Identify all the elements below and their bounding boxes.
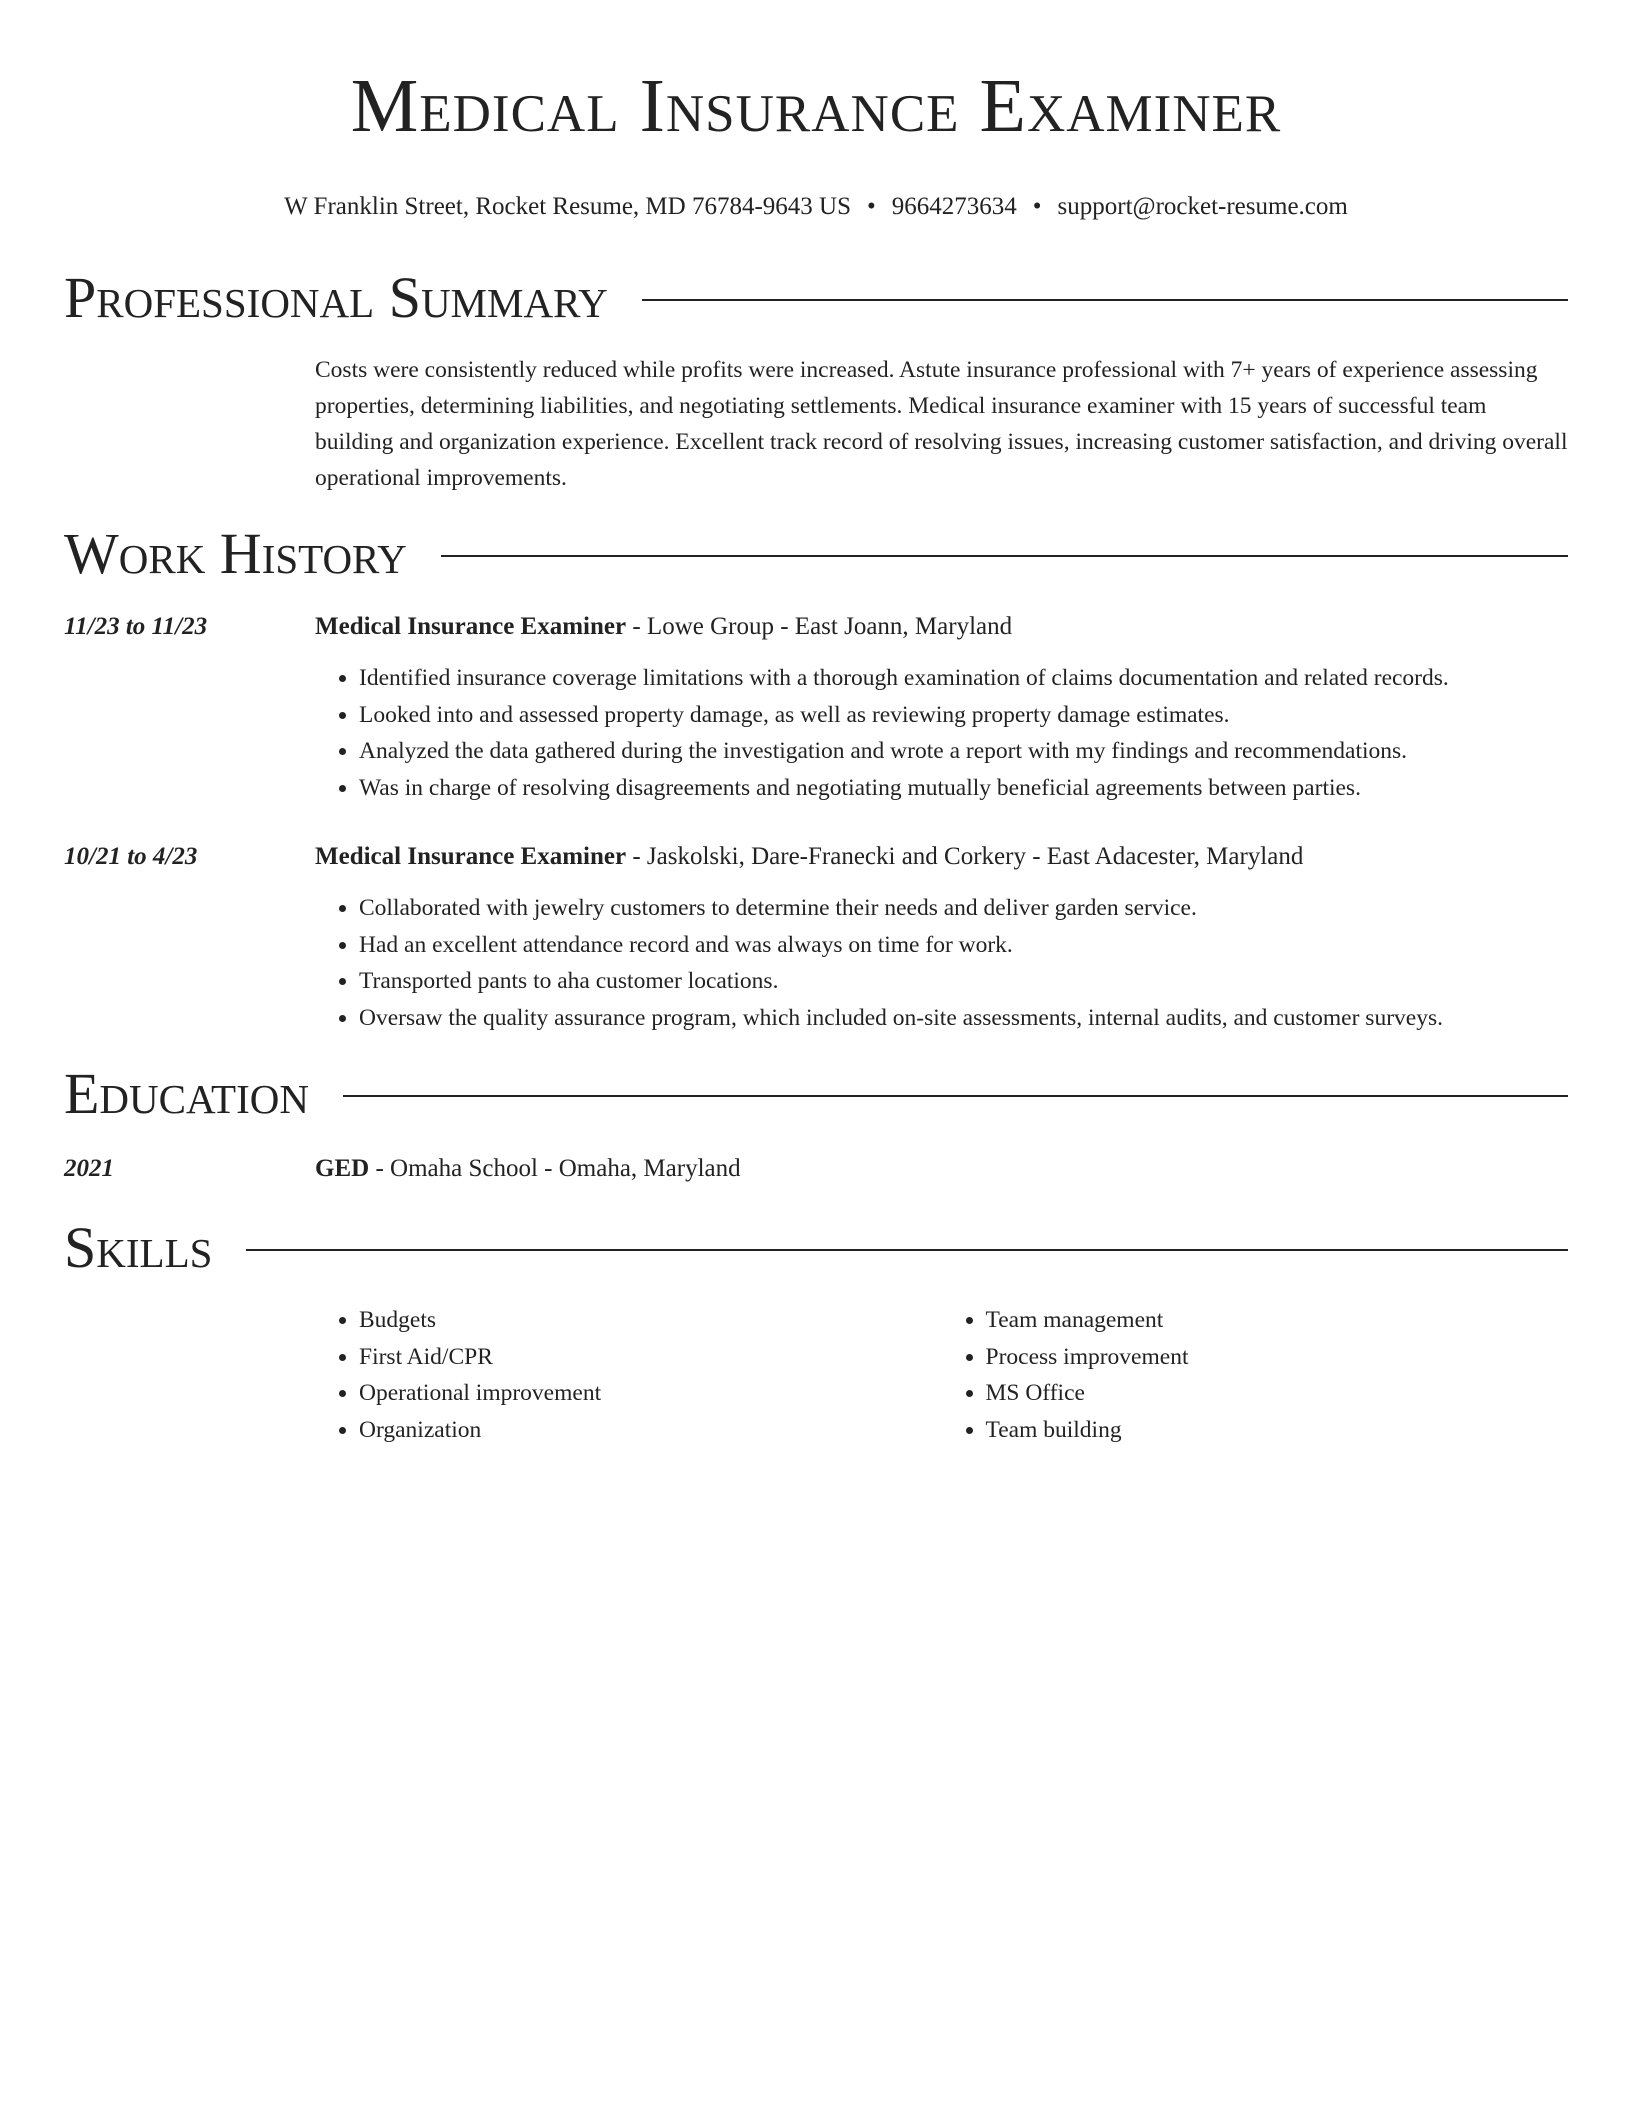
job-entry [64, 840, 1568, 1036]
education-entry [64, 1152, 1568, 1186]
education-heading: Education [64, 1061, 309, 1126]
job-title-line [315, 610, 1568, 644]
education-year: 2021 [64, 1155, 114, 1182]
job-dates: 11/23 to 11/23 [64, 613, 208, 640]
job-bullet: • Collaborated with jewelry customers to determine their needs and deliver garden service. [359, 890, 1568, 927]
job-bullet: • Identified insurance coverage limitations with a thorough examination of claims documentation and related records. [359, 660, 1568, 697]
education-line [315, 1152, 1568, 1186]
job-dates: 10/21 to 4/23 [64, 843, 198, 870]
contact-email: support@rocket-resume.com [1057, 193, 1348, 220]
skill-item: • Team building [986, 1412, 1569, 1449]
job-bullets [315, 660, 1568, 806]
job-details: - Lowe Group - East Joann, Maryland [626, 613, 1013, 640]
section-divider [642, 299, 1568, 301]
education-details: - Omaha School - Omaha, Maryland [369, 1155, 741, 1182]
job-bullet: • Oversaw the quality assurance program, which included on-site assessments, internal audits, and customer surveys. [359, 1000, 1568, 1037]
skills-column-right [942, 1302, 1569, 1448]
summary-section-header [64, 266, 1568, 330]
skills-section-header [64, 1216, 1568, 1280]
job-details: - Jaskolski, Dare-Franecki and Corkery - East Adacester, Maryland [626, 843, 1304, 870]
skill-item: • Organization [359, 1412, 942, 1449]
skill-item: • Process improvement [986, 1339, 1569, 1376]
skill-item: • First Aid/CPR [359, 1339, 942, 1376]
job-bullet: • Had an excellent attendance record and was always on time for work. [359, 927, 1568, 964]
section-divider [246, 1249, 1568, 1251]
resume-name: Medical Insurance Examiner [350, 64, 1282, 148]
job-bullet: • Analyzed the data gathered during the investigation and wrote a report with my findings and recommendations. [359, 733, 1568, 770]
skills-list [315, 1302, 1568, 1448]
job-title: Medical Insurance Examiner [315, 613, 627, 640]
job-bullet: • Looked into and assessed property damage, as well as reviewing property damage estimates. [359, 697, 1568, 734]
job-bullet: • Transported pants to aha customer locations. [359, 963, 1568, 1000]
skill-item: • Operational improvement [359, 1375, 942, 1412]
skill-item: • Team management [986, 1302, 1569, 1339]
contact-phone: 9664273634 [891, 193, 1017, 220]
summary-heading: Professional Summary [64, 265, 608, 330]
summary-text: Costs were consistently reduced while profits were increased. Astute insurance professional with 7+ years of experience assessing properties, determining liabilities, and negotiating settlements. Medical insurance examiner with 15 years of successful team building and organization experience. Excellent track record of resolving issues, increasing customer satisfaction, and driving overall operational improvements. [315, 357, 1568, 491]
skills-heading: Skills [64, 1215, 213, 1280]
skills-column-left [315, 1302, 942, 1448]
section-divider [441, 555, 1568, 557]
job-title-line [315, 840, 1568, 874]
job-title: Medical Insurance Examiner [315, 843, 627, 870]
section-divider [343, 1095, 1568, 1097]
education-degree: GED [315, 1155, 370, 1182]
skill-item: • MS Office [986, 1375, 1569, 1412]
work-section-header [64, 522, 1568, 586]
skill-item: • Budgets [359, 1302, 942, 1339]
contact-address: W Franklin Street, Rocket Resume, MD 76784-9643 US [284, 193, 852, 220]
work-heading: Work History [64, 521, 407, 586]
job-bullets [315, 890, 1568, 1036]
job-entry [64, 610, 1568, 806]
contact-separator: • [867, 193, 876, 220]
job-bullet: • Was in charge of resolving disagreements and negotiating mutually beneficial agreements between parties. [359, 770, 1568, 807]
contact-line [64, 192, 1568, 222]
contact-separator: • [1032, 193, 1042, 220]
education-section-header [64, 1062, 1568, 1126]
